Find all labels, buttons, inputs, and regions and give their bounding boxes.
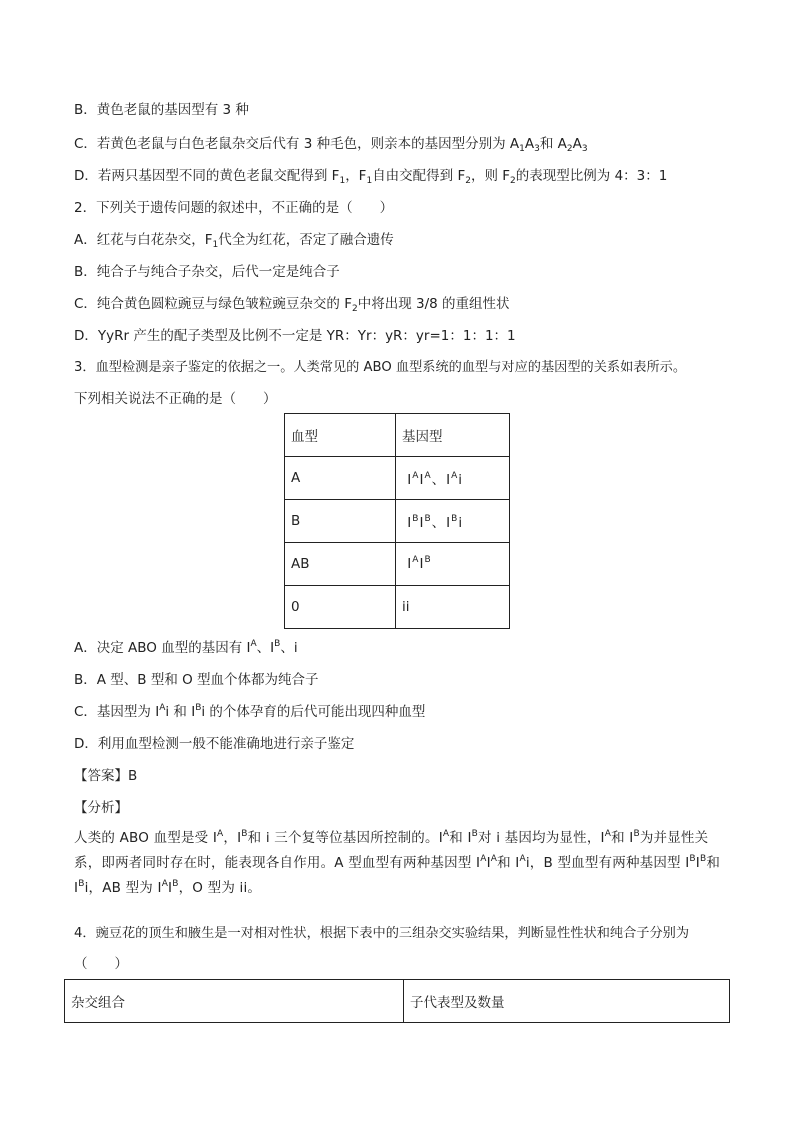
- q3-option-a: A．决定 ABO 血型的基因有 $I^A$、$I^B$、i: [74, 639, 298, 656]
- table-row: [285, 414, 510, 457]
- table-header-cell: 血型: [285, 414, 396, 457]
- analysis-title: 【分析】: [74, 800, 128, 816]
- q2-option-d: D．YyRr 产生的配子类型及比例不一定是 YR：Yr：yR：yr=1：1：1：1: [74, 328, 516, 344]
- table-cell: B: [285, 500, 396, 543]
- q3-stem-line1: 3．血型检测是亲子鉴定的依据之一。人类常见的 ABO 血型系统的血型与对应的基因型的关系如表所示。: [74, 360, 687, 375]
- q2-stem: 2．下列关于遗传问题的叙述中，不正确的是（ ）: [74, 200, 394, 216]
- table-cell: $I^BI^B$、$I^Bi$: [396, 500, 510, 543]
- table-row: [285, 586, 510, 629]
- table-row: [285, 457, 510, 500]
- answer-label: 【答案】B: [74, 768, 138, 784]
- table-row: [65, 980, 730, 1023]
- q3-option-d: D．利用血型检测一般不能准确地进行亲子鉴定: [74, 736, 355, 752]
- q1-option-c: C．若黄色老鼠与白色老鼠杂交后代有 3 种毛色，则亲本的基因型分别为 $A_1A_3$和 $A_2A_3$: [74, 136, 588, 154]
- table-header-cell: 基因型: [396, 414, 510, 457]
- q2-option-a: A．红花与白花杂交，$F_1$代全为红花，否定了融合遗传: [74, 232, 394, 250]
- table-row: [285, 500, 510, 543]
- q4-paren: （ ）: [74, 956, 128, 972]
- q3-stem-line2: 下列相关说法不正确的是（ ）: [74, 391, 277, 407]
- table-cell: 0: [285, 586, 396, 629]
- q3-option-b: B．A 型、B 型和 O 型血个体都为纯合子: [74, 672, 319, 688]
- table-header-cell: 杂交组合: [65, 980, 404, 1023]
- q3-option-c: C．基因型为 $I^Ai$ 和 $I^Bi$ 的个体孕育的后代可能出现四种血型: [74, 703, 426, 720]
- q1-option-d: D．若两只基因型不同的黄色老鼠交配得到 $F_1$，$F_1$自由交配得到 $F_2$，则 $F_2$的表现型比例为 4：3：1: [74, 168, 668, 186]
- table-cell: ii: [396, 586, 510, 629]
- table-cell: A: [285, 457, 396, 500]
- cross-experiment-table: [64, 979, 730, 1023]
- q4-stem: 4．豌豆花的顶生和腋生是一对相对性状，根据下表中的三组杂交实验结果，判断显性性状和纯合子分别为: [74, 926, 690, 941]
- q2-option-c: C．纯合黄色圆粒豌豆与绿色皱粒豌豆杂交的 $F_2$中将出现 3/8 的重组性状: [74, 296, 510, 314]
- analysis-text: 人类的 ABO 血型是受 $I^A$，$I^B$和 i 三个复等位基因所控制的。$I^A$和 $I^B$对 i 基因均为显性，$I^A$和 $I^B$为并显性关系，即两者同时存在时，能表现各自作用。A 型血型有两种基因型 $I^AI^A$和 $I^Ai$，B 型血型有两种基因型 $I^BI^B$和 $I^Bi$，AB 型为 $I^AI^B$，O 型为 ii。: [74, 829, 721, 896]
- blood-type-table: [284, 413, 510, 629]
- q1-option-b: B．黄色老鼠的基因型有 3 种: [74, 102, 249, 118]
- q2-option-b: B．纯合子与纯合子杂交，后代一定是纯合子: [74, 264, 340, 280]
- table-cell: $I^AI^A$、$I^Ai$: [396, 457, 510, 500]
- table-header-cell: 子代表型及数量: [404, 980, 730, 1023]
- table-row: [285, 543, 510, 586]
- table-cell: AB: [285, 543, 396, 586]
- table-cell: $I^AI^B$: [396, 543, 510, 586]
